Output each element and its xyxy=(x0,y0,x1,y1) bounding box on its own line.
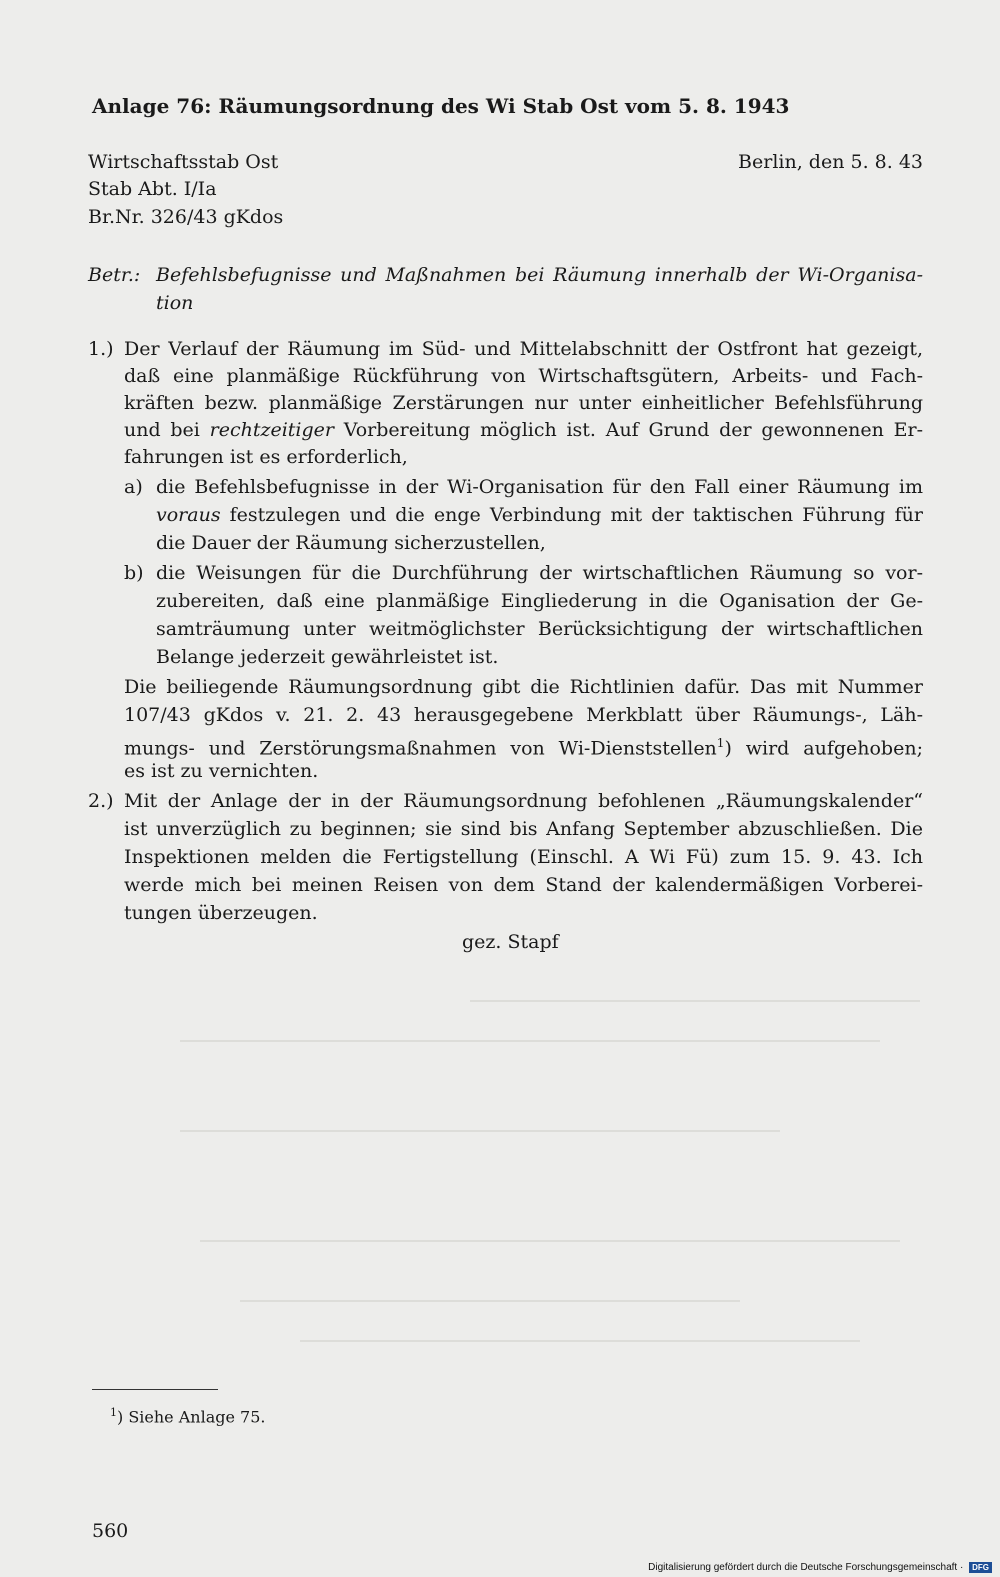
footnote xyxy=(110,1403,266,1427)
paragraph-line: Mit der Anlage der in der Räumungsordnung befohlenen „Räumungskalender“ xyxy=(124,790,923,812)
bleed-through xyxy=(300,1340,860,1342)
subject-label: Betr.: xyxy=(88,264,141,286)
paragraph-line: es ist zu vernichten. xyxy=(124,760,319,782)
paragraph-line: werde mich bei meinen Reisen von dem Stand der kalendermäßigen Vorberei- xyxy=(124,874,923,896)
footnote-text: ) Siehe Anlage 75. xyxy=(117,1407,266,1427)
footnote-ref: 1 xyxy=(716,736,725,750)
paragraph-line: kräften bezw. planmäßige Zerstärungen nur unter einheitlicher Befehlsführung xyxy=(124,392,923,414)
paragraph-line: daß eine planmäßige Rückführung von Wirtschaftsgütern, Arbeits- und Fach- xyxy=(124,365,923,387)
item-line xyxy=(156,503,923,527)
emphasis: voraus xyxy=(156,504,221,526)
paragraph-line: Die beiliegende Räumungsordnung gibt die Richtlinien dafür. Das mit Nummer xyxy=(124,676,923,698)
paragraph-line xyxy=(124,731,923,760)
text-run: Vorbereitung möglich ist. Auf Grund der gewonnenen Er- xyxy=(334,419,924,441)
text-run: mungs- und Zerstörungsmaßnahmen von Wi-Dienststellen xyxy=(124,737,717,760)
item-line: die Weisungen für die Durchführung der wirtschaftlichen Räumung so vor- xyxy=(156,562,923,584)
item-label: a) xyxy=(124,476,143,498)
digitization-note xyxy=(648,1562,992,1573)
page-number: 560 xyxy=(92,1520,129,1542)
item-line: die Dauer der Räumung sicherzustellen, xyxy=(156,532,546,554)
paragraph-line: Inspektionen melden die Fertigstellung (Einschl. A Wi Fü) zum 15. 9. 43. Ich xyxy=(124,846,923,868)
paragraph-line: ist unverzüglich zu beginnen; sie sind bis Anfang September abzuschließen. Die xyxy=(124,818,923,840)
paragraph-line: fahrungen ist es erforderlich, xyxy=(124,446,408,468)
bleed-through xyxy=(180,1040,880,1042)
place-date: Berlin, den 5. 8. 43 xyxy=(738,151,923,173)
bleed-through xyxy=(180,1130,780,1132)
paragraph-line xyxy=(124,418,923,442)
bleed-through xyxy=(470,1000,920,1002)
text-run: festzulegen und die enge Verbindung mit der taktischen Führung für xyxy=(220,504,923,526)
subject-line: tion xyxy=(156,292,194,314)
paragraph-line: Der Verlauf der Räumung im Süd- und Mittelabschnitt der Ostfront hat gezeigt, xyxy=(124,338,923,360)
sender-line: Br.Nr. 326/43 gKdos xyxy=(88,206,284,228)
item-line: Belange jederzeit gewährleistet ist. xyxy=(156,646,499,668)
subject-line: Befehlsbefugnisse und Maßnahmen bei Räumung innerhalb der Wi-Organisa- xyxy=(156,264,923,286)
bleed-through xyxy=(240,1300,740,1302)
signature: gez. Stapf xyxy=(462,931,559,953)
paragraph-line: 107/43 gKdos v. 21. 2. 43 herausgegebene Merkblatt über Räumungs-, Läh- xyxy=(124,704,923,726)
item-line: zubereiten, daß eine planmäßige Eingliederung in die Oganisation der Ge- xyxy=(156,590,923,612)
dfg-logo: DFG xyxy=(969,1562,992,1573)
sender-line: Stab Abt. I/Ia xyxy=(88,178,217,200)
text-run: ) wird aufgehoben; xyxy=(724,737,923,760)
footnote-rule xyxy=(92,1389,218,1390)
document-title: Anlage 76: Räumungsordnung des Wi Stab Ost vom 5. 8. 1943 xyxy=(92,94,790,118)
section-number: 1.) xyxy=(88,338,114,360)
section-number: 2.) xyxy=(88,790,114,812)
item-line: die Befehlsbefugnisse in der Wi-Organisation für den Fall einer Räumung im xyxy=(156,476,923,498)
sender-line: Wirtschaftsstab Ost xyxy=(88,151,279,173)
digitization-text: Digitalisierung gefördert durch die Deutsche Forschungsgemeinschaft · xyxy=(648,1562,964,1573)
footnote-mark: 1 xyxy=(110,1406,117,1419)
text-run: und bei xyxy=(124,419,210,441)
item-line: samträumung unter weitmöglichster Berücksichtigung der wirtschaftlichen xyxy=(156,618,923,640)
item-label: b) xyxy=(124,562,144,584)
paragraph-line: tungen überzeugen. xyxy=(124,902,318,924)
emphasis: rechtzeitiger xyxy=(209,419,334,441)
bleed-through xyxy=(200,1240,900,1242)
